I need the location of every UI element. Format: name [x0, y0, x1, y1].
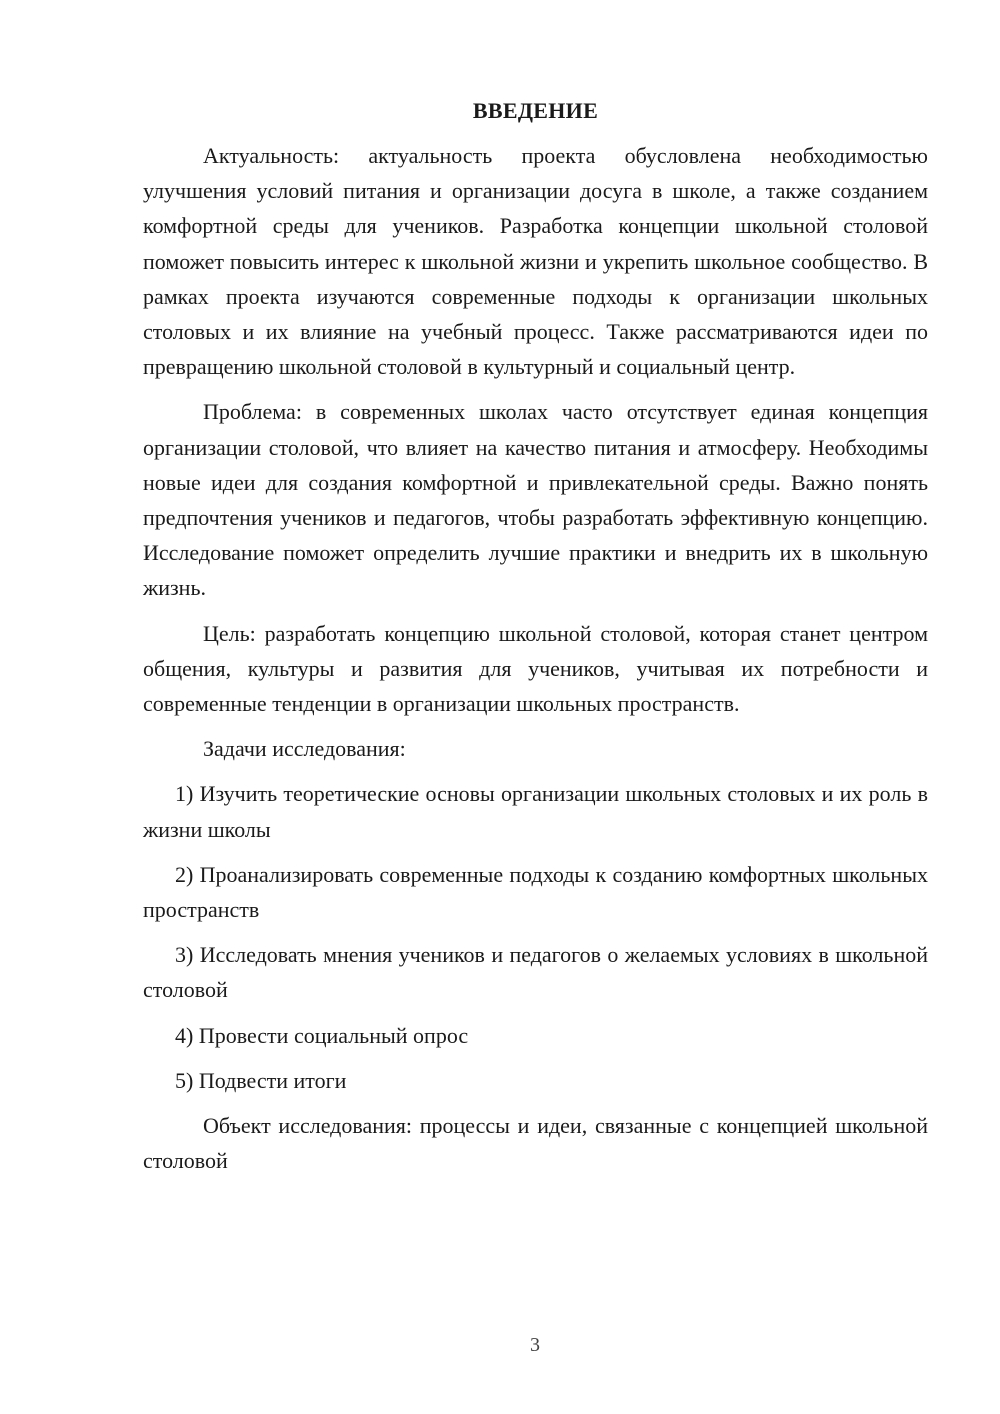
relevance-paragraph: Актуальность: актуальность проекта обусловлена необходимостью улучшения условий питания и организации досуга в школе, а также созданием комфортной среды для учеников. Разработка концепции школьной столовой поможет повысить интерес к школьной жизни и укрепить школьное сообщество. В рамках проекта изучаются современные подходы к организации школьных столовых и их влияние на учебный процесс. Также рассматриваются идеи по превращению школьной столовой в культурный и социальный центр. [143, 143, 928, 380]
task-item: 5) Подвести итоги [175, 1067, 347, 1093]
object-paragraph: Объект исследования: процессы и идеи, связанные с концепцией школьной столовой [143, 1113, 928, 1174]
problem-paragraph: Проблема: в современных школах часто отсутствует единая концепция организации столовой, что влияет на качество питания и атмосферу. Необходимы новые идеи для создания комфортной и привлекательной среды. Важно понять предпочтения учеников и педагогов, чтобы разработать эффективную концепцию. Исследование поможет определить лучшие практики и внедрить их в школьную жизнь. [143, 399, 928, 601]
task-item: 2) Проанализировать современные подходы к созданию комфортных школьных пространств [143, 861, 928, 923]
task-item: 3) Исследовать мнения учеников и педагогов о желаемых условиях в школьной столовой [143, 942, 928, 1003]
tasks-label: Задачи исследования: [203, 736, 406, 762]
goal-paragraph: Цель: разработать концепцию школьной столовой, которая станет центром общения, культуры и развития для учеников, учитывая их потребности и современные тенденции в организации школьных пространств. [143, 620, 928, 717]
document-page [143, 96, 928, 1188]
task-item: 1) Изучить теоретические основы организации школьных столовых и их роль в жизни школы [143, 781, 928, 842]
section-heading: ВВЕДЕНИЕ [472, 98, 599, 123]
page-number: 3 [530, 1334, 540, 1356]
task-item: 4) Провести социальный опрос [175, 1022, 469, 1048]
